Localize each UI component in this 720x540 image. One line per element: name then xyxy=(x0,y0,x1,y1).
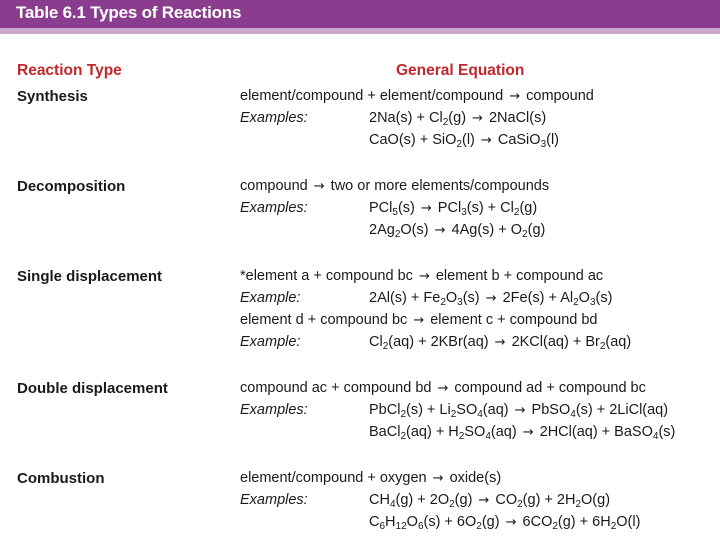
yields-arrow-icon: → xyxy=(413,313,425,328)
double-displacement-examples-label: Examples: xyxy=(240,402,308,418)
subscript: 2 xyxy=(449,499,455,510)
subscript: 2 xyxy=(513,207,520,218)
subscript: 2 xyxy=(400,431,406,442)
yields-arrow-icon: → xyxy=(418,269,430,284)
reaction-type-combustion: Combustion xyxy=(17,470,105,487)
table-header-bar xyxy=(0,0,720,28)
synthesis-general-equation: element/compound + element/compound → compound xyxy=(240,88,594,104)
subscript: 2 xyxy=(400,409,406,420)
single-displacement-example-2: $Cl_2(aq) + 2KBr(aq) \to 2KCl(aq) + Br_2(aq)$ xyxy=(369,334,632,352)
reaction-type-single-displacement: Single displacement xyxy=(17,268,163,285)
reaction-type-double-displacement: Double displacement xyxy=(17,380,168,397)
yields-arrow-icon: → xyxy=(505,515,517,530)
yields-arrow-icon: → xyxy=(485,291,497,306)
synthesis-example-2: CaO(s) + SiO$_2$(l) → CaSiO$_3$(l) xyxy=(369,132,560,150)
reaction-type-decomposition: Decomposition xyxy=(17,178,126,195)
subscript: 2 xyxy=(476,521,482,532)
subscript: 2 xyxy=(450,409,457,420)
yields-arrow-icon: → xyxy=(480,133,492,148)
subscript: 2 xyxy=(382,341,389,352)
decomposition-example-1: $PCl_5(s) \to PCl_3(s) + Cl_2(g)$ xyxy=(369,200,538,218)
decomposition-general-equation: compound → two or more elements/compounds xyxy=(240,178,550,194)
single-displacement-general-equation: *element a + compound bc → element b + compound ac xyxy=(240,268,604,284)
double-displacement-example-2: BaCl$_2$(aq) + $H_2SO_4(aq) \to 2HCl(aq)$ + BaSO$_4$(s) xyxy=(369,424,676,442)
combustion-example-1: $CH_4(g) + 2O_2(g) \to CO_2(g) + 2H_2O(g)$ xyxy=(369,492,611,510)
subscript: 4 xyxy=(570,409,576,420)
subscript: 3 xyxy=(457,297,463,308)
subscript: 2 xyxy=(599,341,606,352)
yields-arrow-icon: → xyxy=(420,201,432,216)
yields-arrow-icon: → xyxy=(478,493,490,508)
yields-arrow-icon: → xyxy=(434,223,446,238)
subscript: 2 xyxy=(610,521,617,532)
subscript: 2 xyxy=(522,229,528,240)
yields-arrow-icon: → xyxy=(494,335,506,350)
single-displacement-example-label-2: Example: xyxy=(240,334,301,350)
subscript: 2 xyxy=(517,499,523,510)
column-header-reaction-type: Reaction Type xyxy=(17,62,122,79)
subscript: 2 xyxy=(458,431,465,442)
subscript: 12 xyxy=(395,521,407,532)
single-displacement-general-equation-2: element d + compound bc → element c + compound bd xyxy=(240,312,598,328)
yields-arrow-icon: → xyxy=(432,471,444,486)
header-divider xyxy=(0,28,720,34)
double-displacement-general-equation: compound ac + compound bd → compound ad + compound bc xyxy=(240,380,646,396)
table-title: Table 6.1 Types of Reactions xyxy=(16,3,242,22)
subscript: 4 xyxy=(477,409,483,420)
column-header-general-equation: General Equation xyxy=(396,62,525,79)
subscript: 3 xyxy=(540,139,547,150)
decomposition-example-2: $2Ag_2O(s) \to 4Ag(s) + O_2(g)$ xyxy=(369,222,546,240)
subscript: 3 xyxy=(461,207,467,218)
subscript: 6 xyxy=(417,521,424,532)
subscript: 2 xyxy=(552,521,558,532)
subscript: 2 xyxy=(440,297,446,308)
subscript: 2 xyxy=(456,139,462,150)
yields-arrow-icon: → xyxy=(437,381,449,396)
combustion-general-equation: element/compound + oxygen → oxide(s) xyxy=(240,470,502,486)
yields-arrow-icon: → xyxy=(522,425,534,440)
combustion-example-2: $C_6H_{12}O_6(s) + 6O_2(g) \to 6CO_2(g) + 6H_2O(l)$ xyxy=(369,514,641,532)
yields-arrow-icon: → xyxy=(472,111,483,126)
combustion-examples-label: Examples: xyxy=(240,492,308,508)
reaction-type-synthesis: Synthesis xyxy=(17,88,88,105)
single-displacement-example-label: Example: xyxy=(240,290,301,306)
subscript: 4 xyxy=(389,499,396,510)
subscript: 2 xyxy=(573,297,579,308)
subscript: 4 xyxy=(485,431,491,442)
yields-arrow-icon: → xyxy=(509,89,521,104)
subscript: 4 xyxy=(652,431,659,442)
synthesis-examples-label: Examples: xyxy=(240,110,308,126)
subscript: 2 xyxy=(442,117,449,128)
subscript: 2 xyxy=(575,499,582,510)
subscript: 2 xyxy=(394,229,401,240)
subscript: 3 xyxy=(589,297,596,308)
decomposition-examples-label: Examples: xyxy=(240,200,308,216)
subscript: 6 xyxy=(379,521,386,532)
single-displacement-example-1: $2Al(s) + Fe_2O_3(s) \to 2Fe(s) + Al_2O_3(s)$ xyxy=(369,290,613,308)
synthesis-example-1: $2Na(s) + Cl_2(g)$ → 2NaCl(s) xyxy=(369,110,547,128)
yields-arrow-icon: → xyxy=(514,403,526,418)
subscript: 5 xyxy=(392,207,398,218)
double-displacement-example-1: PbCl$_2$(s) + $Li_2SO_4(aq)$ → PbSO$_4$(s) + 2LiCl(aq) xyxy=(369,402,669,420)
yields-arrow-icon: → xyxy=(313,179,325,194)
